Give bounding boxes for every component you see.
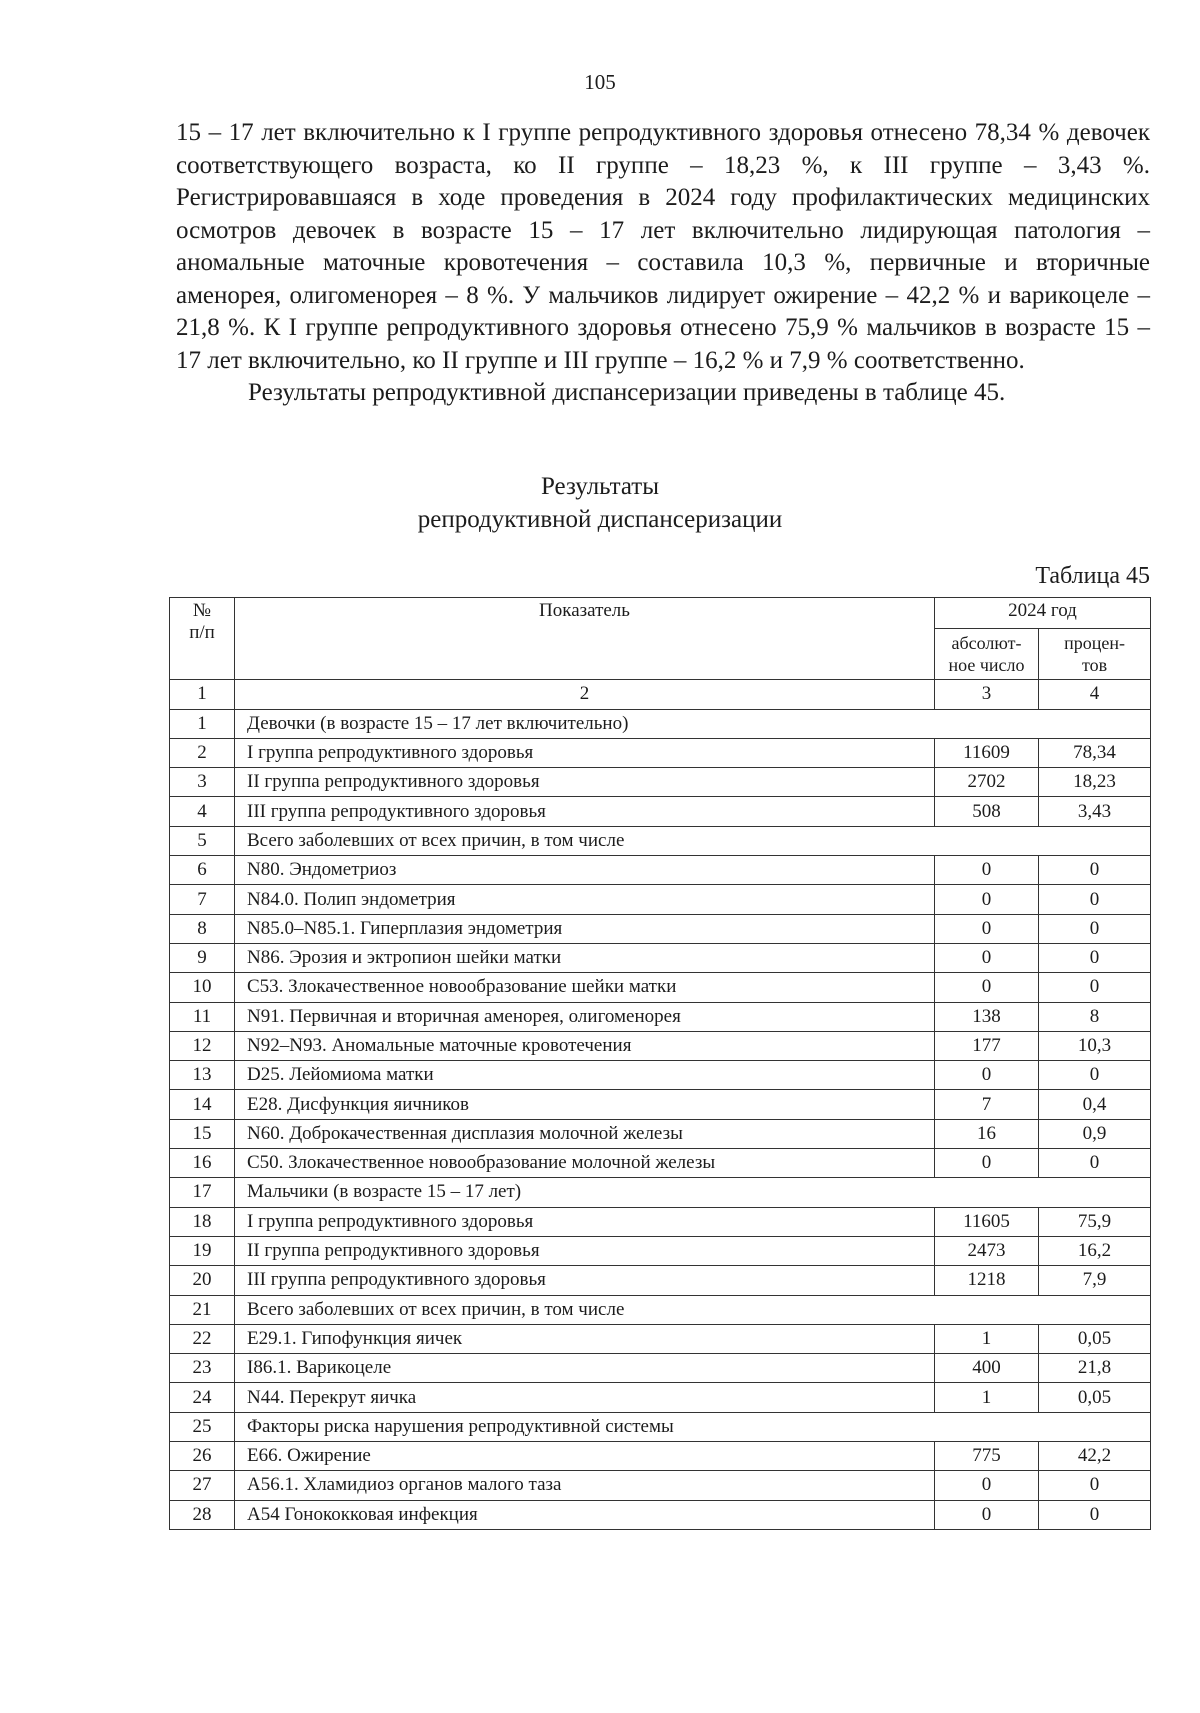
row-number: 19	[170, 1236, 235, 1265]
row-label: N84.0. Полип эндометрия	[235, 885, 935, 914]
table-row	[170, 1500, 1151, 1529]
header-num-line1: №	[192, 600, 212, 621]
row-absolute-value: 11609	[935, 738, 1039, 767]
table-row	[170, 943, 1151, 972]
header-percent-line2: тов	[1081, 655, 1108, 676]
row-percent-value: 0	[1039, 973, 1151, 1002]
row-label: Девочки (в возрасте 15 – 17 лет включительно)	[235, 709, 1151, 738]
row-label: C53. Злокачественное новообразование шейки матки	[235, 973, 935, 1002]
row-label: Мальчики (в возрасте 15 – 17 лет)	[235, 1178, 1151, 1207]
row-number: 2	[170, 738, 235, 767]
table-row	[170, 768, 1151, 797]
row-label: N92–N93. Аномальные маточные кровотечения	[235, 1031, 935, 1060]
row-percent-value: 8	[1039, 1002, 1151, 1031]
row-absolute-value: 1218	[935, 1266, 1039, 1295]
row-label: N44. Перекрут яичка	[235, 1383, 935, 1412]
column-number: 1	[170, 680, 235, 709]
row-number: 1	[170, 709, 235, 738]
row-percent-value: 0,4	[1039, 1090, 1151, 1119]
row-label: I группа репродуктивного здоровья	[235, 1207, 935, 1236]
row-number: 10	[170, 973, 235, 1002]
row-absolute-value: 0	[935, 1500, 1039, 1529]
row-number: 21	[170, 1295, 235, 1324]
page-number: 105	[584, 70, 616, 94]
row-absolute-value: 138	[935, 1002, 1039, 1031]
row-label: N91. Первичная и вторичная аменорея, олигоменорея	[235, 1002, 935, 1031]
header-percent	[1039, 629, 1151, 680]
row-number: 5	[170, 826, 235, 855]
table-section-row	[170, 1295, 1151, 1324]
row-percent-value: 0,9	[1039, 1119, 1151, 1148]
header-absolute-line1: абсолют-	[951, 633, 1022, 654]
table-row	[170, 1002, 1151, 1031]
row-number: 14	[170, 1090, 235, 1119]
row-label: II группа репродуктивного здоровья	[235, 1236, 935, 1265]
header-num	[170, 598, 235, 680]
row-percent-value: 0,05	[1039, 1383, 1151, 1412]
row-label: I86.1. Варикоцеле	[235, 1354, 935, 1383]
row-absolute-value: 0	[935, 973, 1039, 1002]
row-percent-value: 0	[1039, 914, 1151, 943]
table-row	[170, 1236, 1151, 1265]
row-percent-value: 42,2	[1039, 1442, 1151, 1471]
row-number: 22	[170, 1324, 235, 1353]
table-row	[170, 1266, 1151, 1295]
row-number: 24	[170, 1383, 235, 1412]
table-row	[170, 1061, 1151, 1090]
row-number: 7	[170, 885, 235, 914]
row-absolute-value: 1	[935, 1324, 1039, 1353]
header-percent-line1: процен-	[1064, 633, 1125, 654]
header-absolute	[935, 629, 1039, 680]
row-number: 3	[170, 768, 235, 797]
row-absolute-value: 0	[935, 856, 1039, 885]
table-row	[170, 973, 1151, 1002]
table-row	[170, 1119, 1151, 1148]
row-label: I группа репродуктивного здоровья	[235, 738, 935, 767]
row-label: III группа репродуктивного здоровья	[235, 1266, 935, 1295]
row-absolute-value: 775	[935, 1442, 1039, 1471]
row-number: 28	[170, 1500, 235, 1529]
row-label: E28. Дисфункция яичников	[235, 1090, 935, 1119]
table-row	[170, 885, 1151, 914]
column-number-row	[170, 680, 1151, 709]
column-number: 2	[235, 680, 935, 709]
row-percent-value: 0	[1039, 856, 1151, 885]
row-label: N60. Доброкачественная дисплазия молочной железы	[235, 1119, 935, 1148]
table-row	[170, 797, 1151, 826]
row-label: A56.1. Хламидиоз органов малого таза	[235, 1471, 935, 1500]
paragraph-2: Результаты репродуктивной диспансеризации приведены в таблице 45.	[248, 379, 1006, 406]
table-section-row	[170, 1178, 1151, 1207]
row-percent-value: 0,05	[1039, 1324, 1151, 1353]
row-percent-value: 21,8	[1039, 1354, 1151, 1383]
row-label: N85.0–N85.1. Гиперплазия эндометрия	[235, 914, 935, 943]
row-number: 6	[170, 856, 235, 885]
table-row	[170, 1090, 1151, 1119]
table-row	[170, 1471, 1151, 1500]
row-number: 13	[170, 1061, 235, 1090]
row-percent-value: 0	[1039, 943, 1151, 972]
column-number: 3	[935, 680, 1039, 709]
row-number: 12	[170, 1031, 235, 1060]
row-absolute-value: 400	[935, 1354, 1039, 1383]
row-label: Всего заболевших от всех причин, в том числе	[235, 826, 1151, 855]
table-title-line1: Результаты	[540, 473, 660, 500]
row-percent-value: 0	[1039, 1500, 1151, 1529]
table-section-row	[170, 826, 1151, 855]
row-absolute-value: 0	[935, 914, 1039, 943]
table-row	[170, 914, 1151, 943]
results-table	[169, 597, 1151, 1530]
table-row	[170, 856, 1151, 885]
row-percent-value: 0	[1039, 1471, 1151, 1500]
row-label: II группа репродуктивного здоровья	[235, 768, 935, 797]
table-row	[170, 1207, 1151, 1236]
row-percent-value: 78,34	[1039, 738, 1151, 767]
table-row	[170, 1354, 1151, 1383]
paragraph-1: 15 – 17 лет включительно к I группе репродуктивного здоровья отнесено 78,34 % девочек соответствующего возраста, ко II группе – 18,23 %, к III группе – 3,43 %. Регистрировавшаяся в ходе проведения в 2024 году профилактических медицинских осмотров девочек в возрасте 15 – 17 лет включительно лидирующая патология – аномальные маточные кровотечения – составила 10,3 %, первичные и вторичные аменорея, олигоменорея – 8 %. У мальчиков лидирует ожирение – 42,2 % и варикоцеле – 21,8 %. К I группе репродуктивного здоровья отнесено 75,9 % мальчиков в возрасте 15 – 17 лет включительно, ко II группе и III группе – 16,2 % и 7,9 % соответственно.	[176, 119, 1150, 374]
row-percent-value: 0	[1039, 1149, 1151, 1178]
row-absolute-value: 508	[935, 797, 1039, 826]
header-row-1	[170, 598, 1151, 629]
table-body	[170, 709, 1151, 1529]
row-absolute-value: 0	[935, 1149, 1039, 1178]
row-label: C50. Злокачественное новообразование молочной железы	[235, 1149, 935, 1178]
row-number: 15	[170, 1119, 235, 1148]
row-label: A54 Гонококковая инфекция	[235, 1500, 935, 1529]
row-number: 20	[170, 1266, 235, 1295]
row-number: 17	[170, 1178, 235, 1207]
table-title-line2: репродуктивной диспансеризации	[417, 506, 783, 533]
row-absolute-value: 0	[935, 1471, 1039, 1500]
row-label: Факторы риска нарушения репродуктивной системы	[235, 1412, 1151, 1441]
row-absolute-value: 16	[935, 1119, 1039, 1148]
row-label: D25. Лейомиома матки	[235, 1061, 935, 1090]
row-percent-value: 3,43	[1039, 797, 1151, 826]
row-percent-value: 10,3	[1039, 1031, 1151, 1060]
row-absolute-value: 2473	[935, 1236, 1039, 1265]
row-percent-value: 75,9	[1039, 1207, 1151, 1236]
row-label: E29.1. Гипофункция яичек	[235, 1324, 935, 1353]
row-number: 9	[170, 943, 235, 972]
table-row	[170, 1442, 1151, 1471]
row-label: Всего заболевших от всех причин, в том числе	[235, 1295, 1151, 1324]
row-percent-value: 7,9	[1039, 1266, 1151, 1295]
row-absolute-value: 1	[935, 1383, 1039, 1412]
row-label: N86. Эрозия и эктропион шейки матки	[235, 943, 935, 972]
row-number: 26	[170, 1442, 235, 1471]
row-number: 27	[170, 1471, 235, 1500]
table-section-row	[170, 1412, 1151, 1441]
body-text	[176, 117, 1150, 410]
header-indicator: Показатель	[235, 598, 935, 680]
header-num-line2: п/п	[189, 622, 215, 643]
row-percent-value: 0	[1039, 885, 1151, 914]
row-number: 25	[170, 1412, 235, 1441]
row-absolute-value: 0	[935, 1061, 1039, 1090]
table-label: Таблица 45	[1035, 563, 1150, 589]
row-percent-value: 0	[1039, 1061, 1151, 1090]
table-row	[170, 1149, 1151, 1178]
row-number: 8	[170, 914, 235, 943]
row-number: 4	[170, 797, 235, 826]
row-percent-value: 16,2	[1039, 1236, 1151, 1265]
table-section-row	[170, 709, 1151, 738]
row-number: 23	[170, 1354, 235, 1383]
header-year: 2024 год	[935, 598, 1151, 629]
header-absolute-line2: ное число	[948, 655, 1025, 676]
row-absolute-value: 2702	[935, 768, 1039, 797]
row-absolute-value: 11605	[935, 1207, 1039, 1236]
row-absolute-value: 177	[935, 1031, 1039, 1060]
row-label: III группа репродуктивного здоровья	[235, 797, 935, 826]
table-row	[170, 1324, 1151, 1353]
table-row	[170, 738, 1151, 767]
table-row	[170, 1383, 1151, 1412]
row-absolute-value: 7	[935, 1090, 1039, 1119]
row-label: N80. Эндометриоз	[235, 856, 935, 885]
table-title	[0, 470, 1200, 536]
row-number: 18	[170, 1207, 235, 1236]
row-label: E66. Ожирение	[235, 1442, 935, 1471]
row-percent-value: 18,23	[1039, 768, 1151, 797]
row-absolute-value: 0	[935, 943, 1039, 972]
row-number: 16	[170, 1149, 235, 1178]
row-number: 11	[170, 1002, 235, 1031]
column-number: 4	[1039, 680, 1151, 709]
row-absolute-value: 0	[935, 885, 1039, 914]
table-row	[170, 1031, 1151, 1060]
